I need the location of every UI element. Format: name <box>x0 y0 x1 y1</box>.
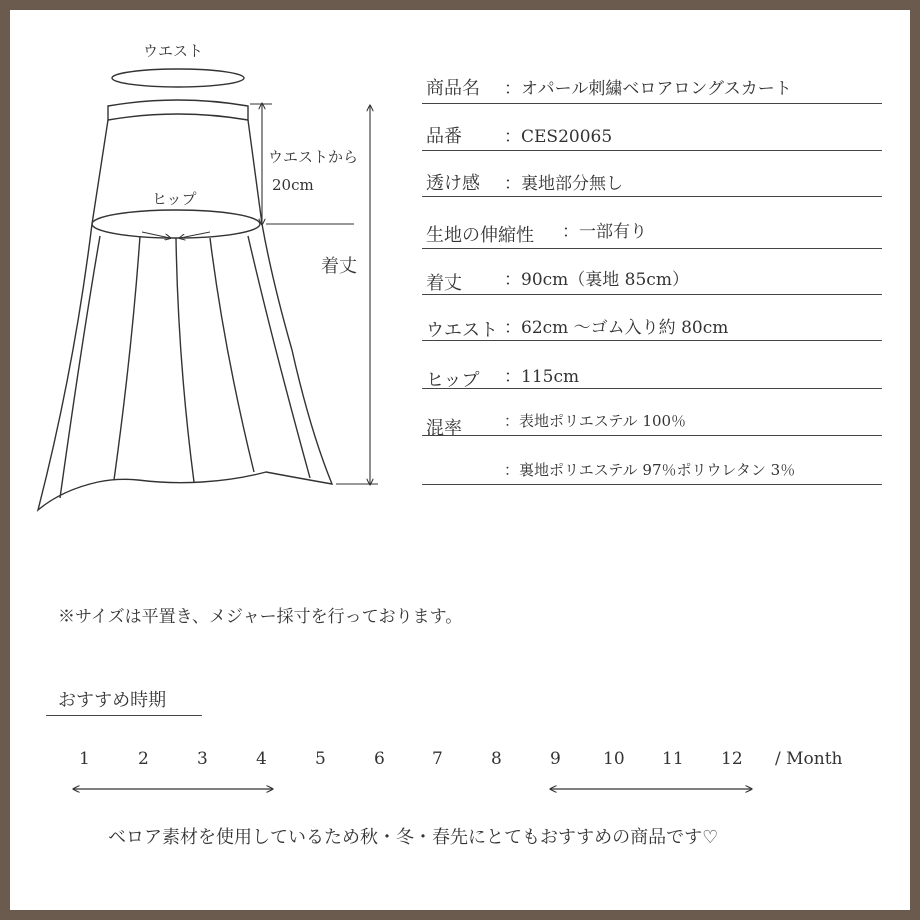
month-label: 7 <box>432 749 443 769</box>
footer-message: ベロア素材を使用しているため秋・冬・春先にとてもおすすめの商品です♡ <box>108 827 719 848</box>
hip-label: ヒップ <box>152 190 197 208</box>
waist-from-label: ウエストから <box>268 148 359 166</box>
waist-ellipse <box>112 69 244 87</box>
spec-label-waist: ウエスト <box>426 320 498 341</box>
month-label: 8 <box>491 749 502 769</box>
month-label: 4 <box>256 749 267 769</box>
month-label: 3 <box>197 749 208 769</box>
season-title-underline <box>46 715 202 716</box>
spec-label-composition: 混率 <box>426 418 462 439</box>
month-label: 2 <box>138 749 149 769</box>
spec-value-composition-outer: ：表地ポリエステル 100％ <box>504 412 687 430</box>
spec-label-length: 着丈 <box>426 273 462 294</box>
spec-value-item-number: ：CES20065 <box>504 127 613 147</box>
spec-label-item-number: 品番 <box>426 126 462 147</box>
measurement-note: ※サイズは平置き、メジャー採寸を行っております。 <box>58 607 463 627</box>
spec-label-product-name: 商品名 <box>426 78 480 99</box>
length-label: 着丈 <box>321 256 357 277</box>
spec-value-waist: ：62cm 〜ゴム入り約 80cm <box>504 318 729 338</box>
spec-label-stretch: 生地の伸縮性 <box>426 225 534 246</box>
spec-value-composition-lining: ：裏地ポリエステル 97％ポリウレタン 3％ <box>504 461 796 479</box>
month-label: 9 <box>550 749 561 769</box>
hip-ellipse <box>92 210 260 238</box>
spec-label-sheerness: 透け感 <box>426 173 480 194</box>
waist-label: ウエスト <box>143 42 204 60</box>
month-label: 1 <box>79 749 90 769</box>
month-label: 11 <box>662 749 684 769</box>
skirt-lower <box>38 224 332 510</box>
month-label: 10 <box>603 749 625 769</box>
spec-value-stretch: ：一部有り <box>562 222 647 242</box>
spec-value-hip: ：115cm <box>504 367 580 387</box>
month-label: 6 <box>374 749 385 769</box>
spec-value-product-name: ：オパール刺繍ベロアロングスカート <box>504 79 792 99</box>
spec-label-hip: ヒップ <box>426 370 480 391</box>
product-spec-card <box>10 10 910 910</box>
month-label: 5 <box>315 749 326 769</box>
waistband <box>108 100 248 120</box>
month-label: 12 <box>721 749 743 769</box>
spec-value-sheerness: ：裏地部分無し <box>504 174 623 194</box>
waist-from-value: 20cm <box>272 176 314 194</box>
spec-value-length: ：90cm（裏地 85cm） <box>504 270 689 290</box>
month-unit: / Month <box>775 749 843 769</box>
season-title: おすすめ時期 <box>58 690 167 711</box>
